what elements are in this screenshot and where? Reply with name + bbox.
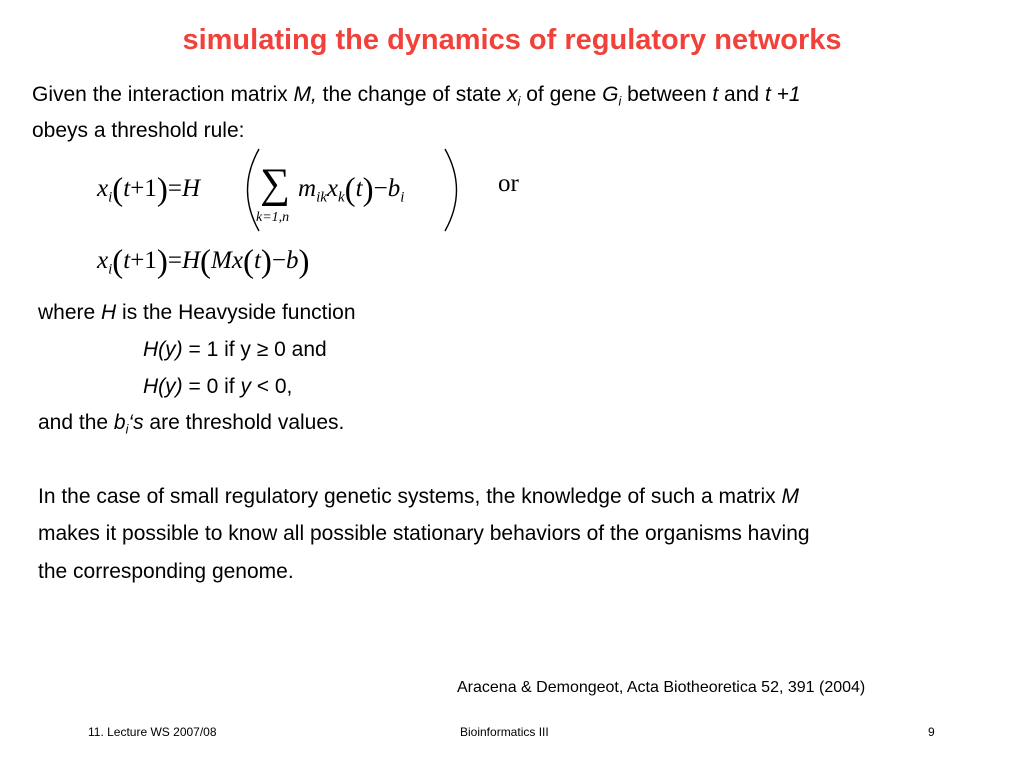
rule-one-text: = 1 if y ≥ 0 and: [182, 338, 327, 361]
paragraph-text: In the case of small regulatory genetic systems, the knowledge of such a matrix: [38, 485, 782, 508]
b-index: i: [125, 422, 129, 437]
eq2-equals: =: [167, 247, 182, 274]
intro-line-1: [32, 83, 801, 107]
rule-two-H: H(y): [143, 375, 183, 398]
eq2-x: x: [97, 247, 109, 274]
eq1-x: x: [97, 175, 109, 202]
H-symbol: H: [101, 301, 117, 324]
intro-text-c: of gene: [520, 83, 603, 106]
paragraph-line-3: the corresponding genome.: [38, 560, 294, 583]
state-symbol: x: [507, 83, 518, 106]
rule-two-text: = 0 if: [182, 375, 241, 398]
equation-1-rhs: $m_{ik}x_k(t)-b_i$: [298, 172, 405, 208]
state-index: i: [517, 94, 521, 109]
heaviside-line: [38, 301, 356, 325]
eq1-t: t: [123, 175, 131, 202]
intro-line-2: obeys a threshold rule:: [32, 119, 245, 142]
eq2-t2: t: [253, 247, 261, 274]
rule-two-tail: < 0,: [250, 375, 293, 398]
equation-1-lhs: $x_i(t+1)=H$: [97, 172, 201, 208]
threshold-line: [38, 411, 344, 435]
intro-text-e: and: [718, 83, 765, 106]
eq2-Mx: Mx: [211, 247, 243, 274]
rule-two: [143, 375, 292, 399]
gene-index: i: [618, 94, 622, 109]
intro-text-a: Given the interaction matrix: [32, 83, 294, 106]
threshold-text-b: are threshold values.: [143, 411, 345, 434]
eq1-t2: t: [355, 175, 363, 202]
sum-range: k=1,n: [256, 210, 290, 225]
reference: Aracena & Demongeot, Acta Biotheoretica 52, 391 (2004): [457, 679, 866, 696]
intro-text-b: the change of state: [316, 83, 508, 106]
eq2-t: t: [123, 247, 131, 274]
eq1-plus-one: +1: [130, 175, 157, 202]
next-time-symbol: t +1: [764, 83, 801, 106]
rule-one: [143, 338, 327, 362]
b-symbol: b: [113, 411, 126, 434]
eq1-m: m: [298, 175, 317, 202]
eq1-b: b: [387, 175, 401, 202]
eq2-minus: −: [271, 247, 286, 274]
paragraph-line-2: makes it possible to know all possible stationary behaviors of the organisms having: [38, 522, 810, 545]
where-text: where: [38, 301, 102, 324]
eq1-equals: =: [167, 175, 182, 202]
paragraph-line-1: [38, 485, 799, 509]
page-number: 9: [928, 725, 935, 739]
sum-sign: ∑: [260, 161, 290, 207]
threshold-text-a: and the: [38, 411, 114, 434]
rule-two-y: y: [240, 375, 251, 398]
eq2-plus-one: +1: [130, 247, 157, 274]
eq1-minus: −: [373, 175, 388, 202]
eq1-bi: i: [400, 189, 405, 206]
slide-title: simulating the dynamics of regulatory networks: [182, 24, 842, 56]
heaviside-text: is the Heavyside function: [116, 301, 356, 324]
intro-text-d: between: [621, 83, 713, 106]
equation-2: $x_i(t+1)=H(Mx(t)-b)$: [97, 244, 310, 280]
eq1-i: i: [108, 189, 113, 206]
paragraph-M: M: [781, 485, 800, 508]
rule-one-H: H(y): [143, 338, 183, 361]
eq1-H: H: [181, 175, 201, 202]
or-text: or: [498, 170, 519, 197]
time-symbol: t: [712, 83, 719, 106]
eq1-x2: x: [326, 175, 338, 202]
eq2-i: i: [108, 261, 113, 278]
eq1-k: k: [338, 189, 345, 206]
matrix-symbol: M,: [293, 83, 317, 106]
footer-course: Bioinformatics III: [460, 725, 549, 739]
eq2-b: b: [286, 247, 299, 274]
eq1-ik: ik: [316, 189, 327, 206]
footer-lecture: 11. Lecture WS 2007/08: [88, 725, 217, 739]
gene-symbol: G: [602, 83, 619, 106]
eq2-H: H: [181, 247, 201, 274]
b-plural: ‘s: [128, 411, 144, 434]
